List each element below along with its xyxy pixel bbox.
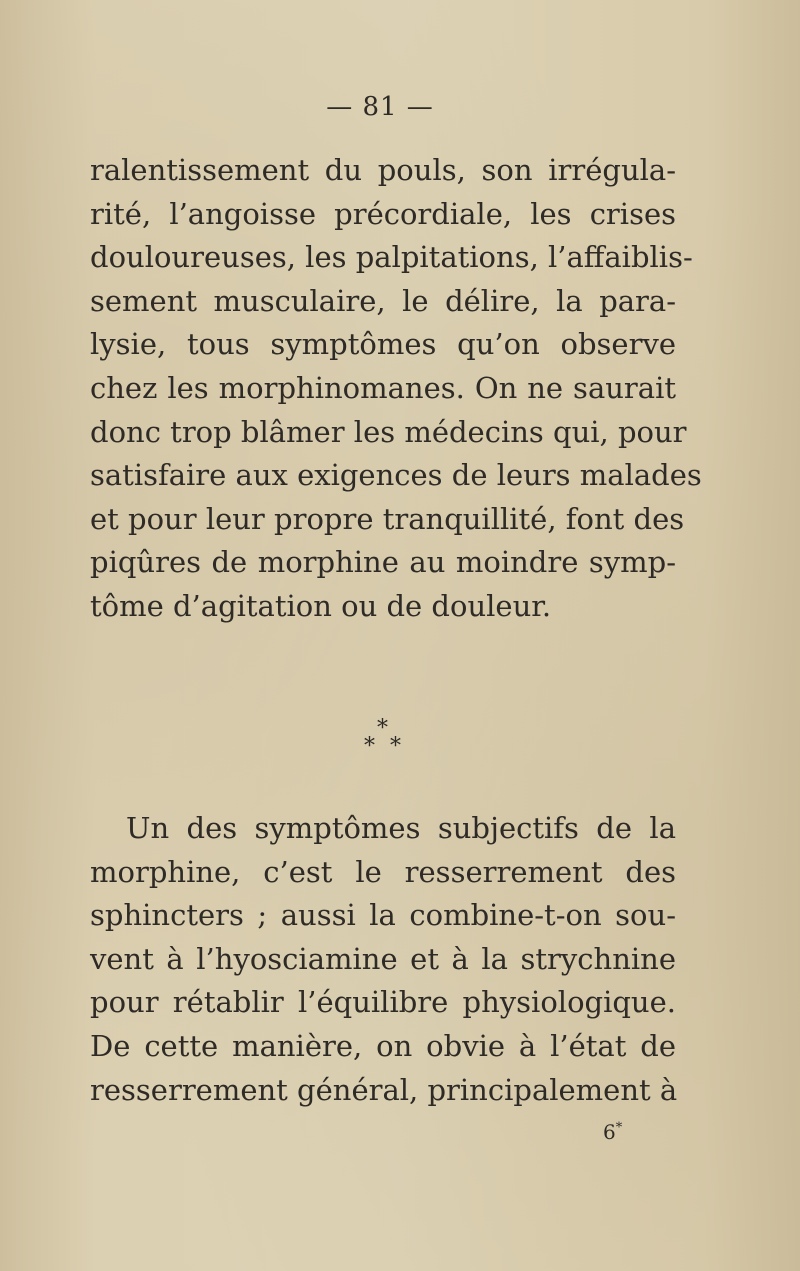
asterism-separator — [360, 718, 410, 766]
text-line: tôme d’agitation ou de douleur. — [90, 588, 552, 623]
text-line: De cette manière, on obvie à l’état de — [90, 1028, 676, 1063]
text-line: sphincters ; aussi la combine-t-on sou- — [90, 898, 676, 933]
signature-mark — [603, 1120, 622, 1144]
text-line: sement musculaire, le délire, la para- — [90, 283, 676, 318]
text-line: resserrement général, principalement à — [90, 1072, 678, 1107]
signature-star: * — [615, 1120, 623, 1136]
text-line: rité, l’angoisse précordiale, les crises — [90, 196, 676, 231]
text-line: piqûres de morphine au moindre symp- — [90, 545, 676, 580]
asterisk: * — [364, 734, 375, 759]
text-line: lysie, tous symptômes qu’on observe — [90, 327, 676, 362]
text-line: et pour leur propre tranquillité, font des — [90, 501, 685, 536]
text-line: satisfaire aux exigences de leurs malades — [90, 458, 702, 493]
text-line: donc trop blâmer les médecins qui, pour — [90, 414, 687, 449]
asterisk: * — [377, 716, 388, 741]
text-line: chez les morphinomanes. On ne saurait — [90, 370, 676, 405]
text-line: morphine, c’est le resserrement des — [90, 854, 676, 889]
text-line: vent à l’hyosciamine et à la strychnine — [90, 941, 676, 976]
paragraph-2 — [90, 807, 676, 1112]
text-line: Un des symptômes subjectifs de la — [126, 811, 676, 845]
signature-number: 6 — [603, 1120, 616, 1144]
text-line: pour rétablir l’équilibre physiologique. — [90, 985, 676, 1020]
page-number: — 81 — — [326, 92, 434, 122]
text-line: douloureuses, les palpitations, l’affaiblis- — [90, 240, 693, 275]
text-line: ralentissement du pouls, son irrégula- — [90, 153, 676, 187]
paragraph-1 — [90, 149, 702, 629]
asterisk: * — [390, 734, 401, 759]
